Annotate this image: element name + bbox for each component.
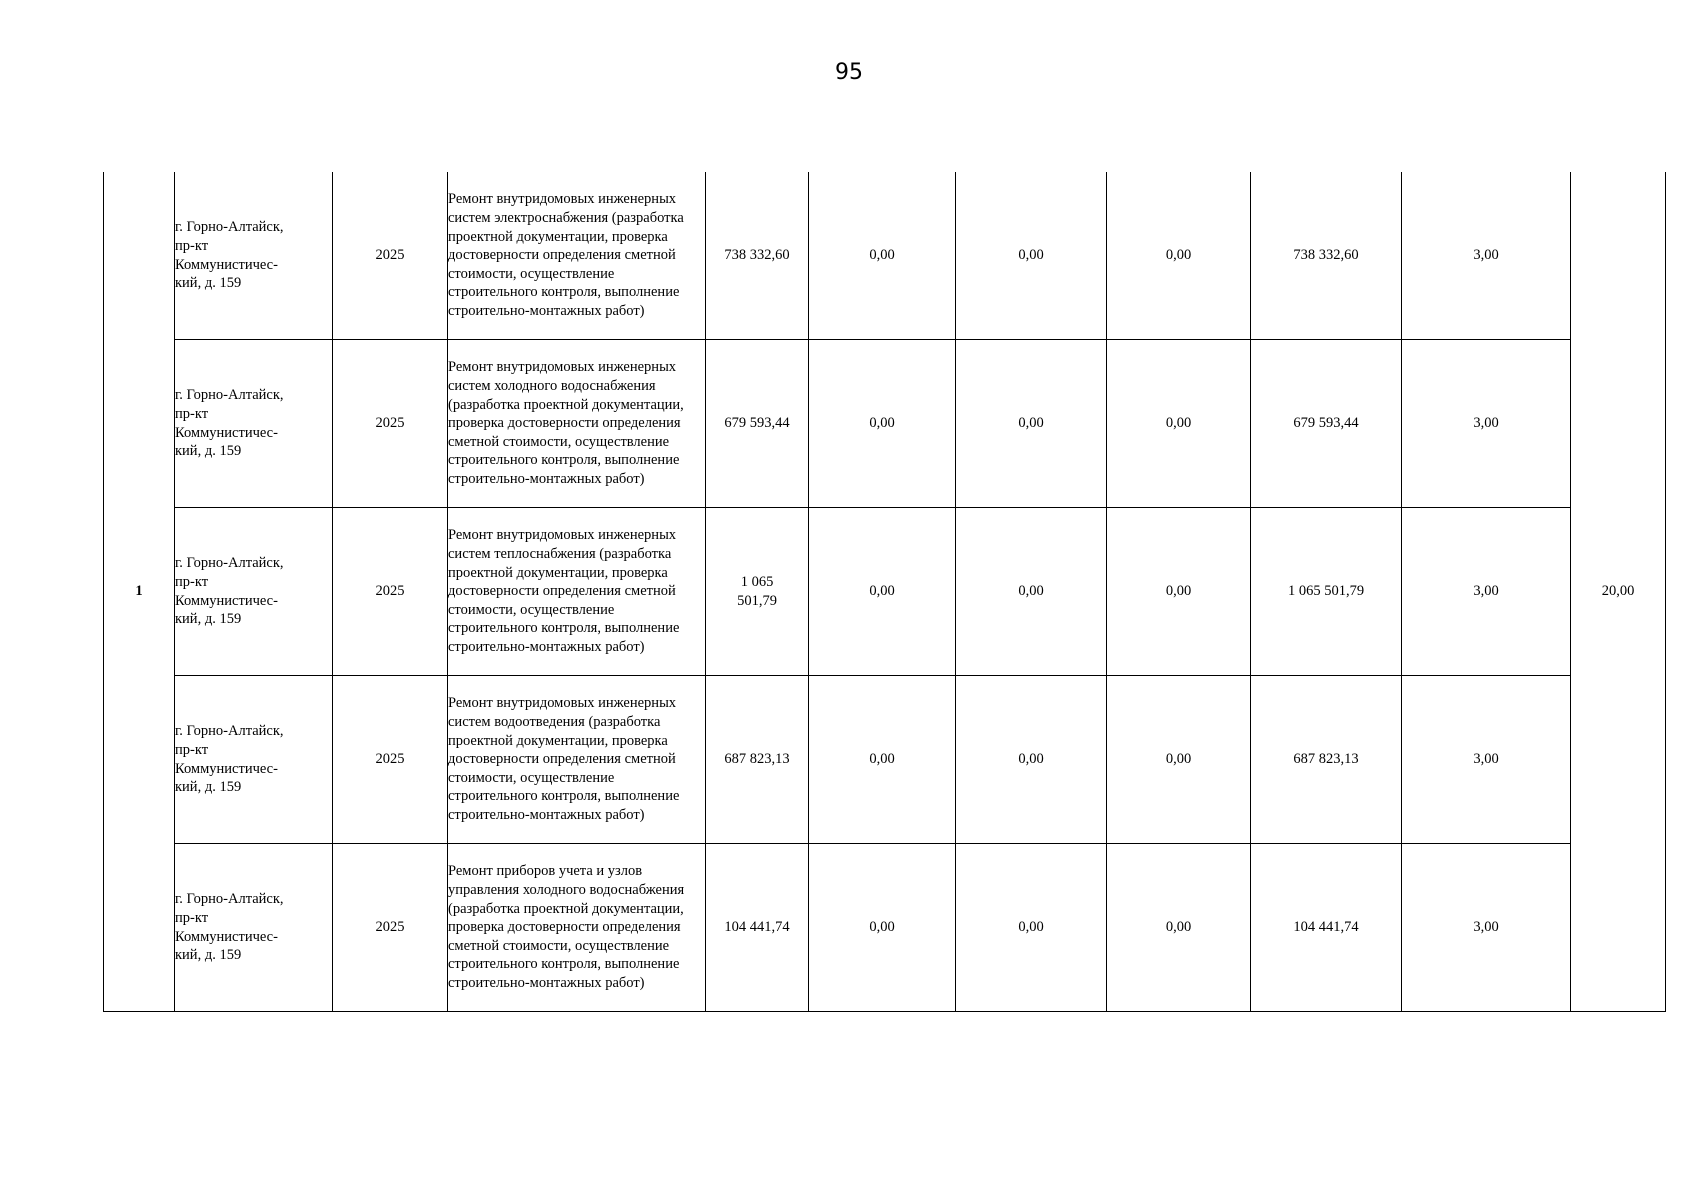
address-line: г. Горно-Алтайск,: [175, 723, 284, 740]
work-description-cell: Ремонт внутридомовых инженерных систем электроснабжения (разработка проектной документации, проверка достоверности определения сметной стоимости, осуществление строительного контроля, выполнение строительно-монтажных работ): [448, 172, 706, 340]
address-line: Коммунистичес-: [175, 592, 278, 609]
value-cell: 0,00: [956, 340, 1107, 508]
cost-cell: 1 065 501,79: [706, 508, 809, 676]
year-cell: 2025: [333, 676, 448, 844]
cost-cell: 104 441,74: [706, 844, 809, 1012]
address-line: пр-кт: [175, 237, 209, 254]
address-line: Коммунистичес-: [175, 424, 278, 441]
address-line: г. Горно-Алтайск,: [175, 387, 284, 404]
work-description-cell: Ремонт приборов учета и узлов управления холодного водоснабжения (разработка проектной документации, проверка достоверности определения сметной стоимости, осуществление строительного контроля, выполнение строительно-монтажных работ): [448, 844, 706, 1012]
work-description-cell: Ремонт внутридомовых инженерных систем теплоснабжения (разработка проектной документации, проверка достоверности определения сметной стоимости, осуществление строительного контроля, выполнение строительно-монтажных работ): [448, 508, 706, 676]
value-cell: 0,00: [809, 844, 956, 1012]
address-cell: [175, 340, 333, 508]
value-cell: 1 065 501,79: [1251, 508, 1402, 676]
address-line: пр-кт: [175, 573, 209, 590]
repair-works-table: [103, 172, 1666, 1012]
address-line: г. Горно-Алтайск,: [175, 555, 284, 572]
value-cell: 0,00: [1107, 676, 1251, 844]
value-cell: 3,00: [1402, 508, 1571, 676]
address-line: пр-кт: [175, 741, 209, 758]
value-cell: 0,00: [956, 172, 1107, 340]
address-line: пр-кт: [175, 405, 209, 422]
table-row: [104, 508, 1666, 676]
value-cell: 0,00: [1107, 340, 1251, 508]
address-line: пр-кт: [175, 909, 209, 926]
address-line: кий, д. 159: [175, 611, 242, 628]
value-cell: 0,00: [1107, 508, 1251, 676]
table-row: [104, 340, 1666, 508]
group-number-cell: 1: [104, 172, 175, 1012]
value-cell: 3,00: [1402, 340, 1571, 508]
cost-cell: 679 593,44: [706, 340, 809, 508]
table-row: [104, 844, 1666, 1012]
value-cell: 0,00: [1107, 172, 1251, 340]
value-cell: 687 823,13: [1251, 676, 1402, 844]
value-cell: 738 332,60: [1251, 172, 1402, 340]
address-line: кий, д. 159: [175, 443, 242, 460]
value-cell: 3,00: [1402, 172, 1571, 340]
value-cell: 0,00: [956, 508, 1107, 676]
value-cell: 0,00: [956, 676, 1107, 844]
year-cell: 2025: [333, 340, 448, 508]
year-cell: 2025: [333, 508, 448, 676]
address-cell: [175, 172, 333, 340]
address-line: кий, д. 159: [175, 779, 242, 796]
value-cell: 0,00: [809, 676, 956, 844]
work-description-cell: Ремонт внутридомовых инженерных систем водоотведения (разработка проектной документации, проверка достоверности определения сметной стоимости, осуществление строительного контроля, выполнение строительно-монтажных работ): [448, 676, 706, 844]
cost-cell: 687 823,13: [706, 676, 809, 844]
address-line: Коммунистичес-: [175, 760, 278, 777]
value-cell: 3,00: [1402, 844, 1571, 1012]
value-cell: 0,00: [809, 340, 956, 508]
address-line: Коммунистичес-: [175, 928, 278, 945]
year-cell: 2025: [333, 172, 448, 340]
value-cell: 679 593,44: [1251, 340, 1402, 508]
address-line: Коммунистичес-: [175, 256, 278, 273]
table-row: [104, 676, 1666, 844]
work-description-cell: Ремонт внутридомовых инженерных систем холодного водоснабжения (разработка проектной документации, проверка достоверности определения сметной стоимости, осуществление строительного контроля, выполнение строительно-монтажных работ): [448, 340, 706, 508]
value-cell: 0,00: [809, 508, 956, 676]
value-cell: 0,00: [956, 844, 1107, 1012]
address-cell: [175, 844, 333, 1012]
address-cell: [175, 676, 333, 844]
page-number: 95: [835, 60, 863, 85]
table-row: [104, 172, 1666, 340]
value-cell: 0,00: [1107, 844, 1251, 1012]
year-cell: 2025: [333, 844, 448, 1012]
address-line: кий, д. 159: [175, 947, 242, 964]
address-line: г. Горно-Алтайск,: [175, 219, 284, 236]
address-cell: [175, 508, 333, 676]
value-cell: 104 441,74: [1251, 844, 1402, 1012]
cost-cell: 738 332,60: [706, 172, 809, 340]
address-line: г. Горно-Алтайск,: [175, 891, 284, 908]
address-line: кий, д. 159: [175, 275, 242, 292]
group-total-cell: 20,00: [1571, 172, 1666, 1012]
value-cell: 0,00: [809, 172, 956, 340]
value-cell: 3,00: [1402, 676, 1571, 844]
